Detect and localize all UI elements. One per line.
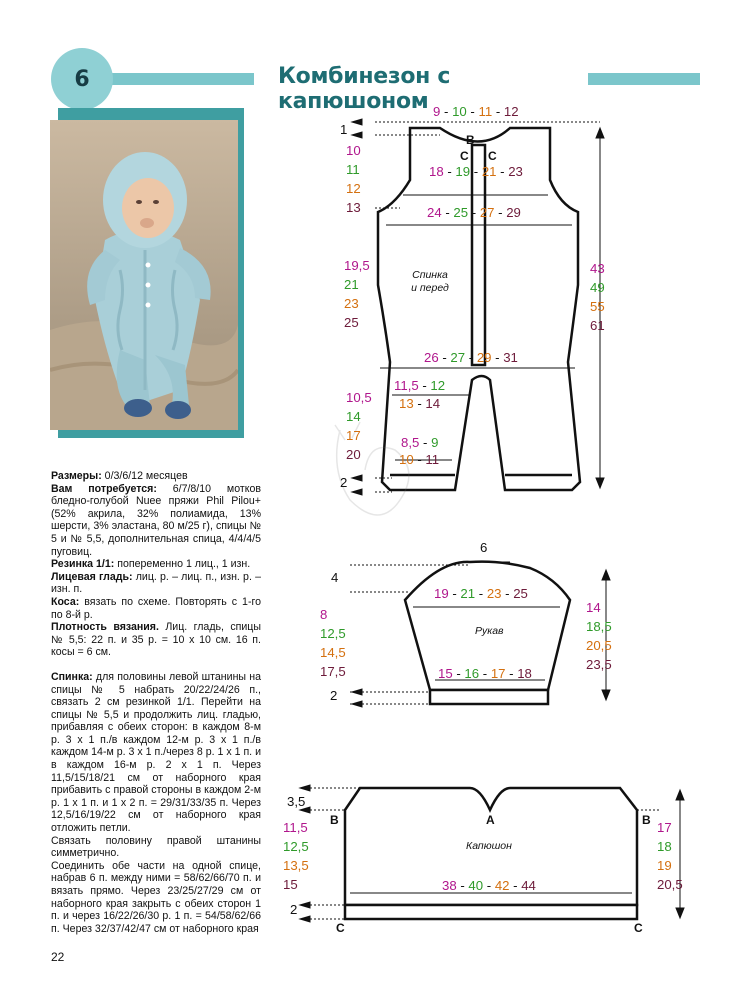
body-side-height: 19,5 21 23 25 [344,258,370,330]
gauge-paragraph: Плотность вязания. Лиц. гладь, спицы № 5,5: 22 п. и 35 р. = 10 х 10 см. 16 п. косы = 6 см. [51,621,261,659]
hood-band [345,905,637,919]
hood-rib-height: 2 [290,902,298,917]
sleeve-label: Рукав [475,625,504,637]
cable-paragraph: Коса: вязать по схеме. Повторять с 1-го по 8-й р. [51,595,261,621]
body-armhole-depth: 10 11 12 13 [346,143,361,215]
hood-point-a: A [486,813,495,827]
back-paragraph-3: Соединить обе части на одной спице, набрав 6 п. между ними = 58/62/66/70 п. и вязать прямо. Через 23/25/27/29 см от наборного края закрыть с обеих сторон 1 п. и через 16/22/26/30 р. 1 п. = 54/58/62/66 п. Через 32/37/42/47 см от наборного края [51,859,261,935]
hood-left-height: 11,5 12,5 13,5 15 [283,820,309,892]
body-neck-depth: 1 [340,122,348,137]
body-armhole-width: 24 - 25 - 27 - 29 [427,205,521,220]
hood-point-c-right: C [634,921,643,935]
materials-paragraph: Вам потребуется: 6/7/8/10 мотков бледно-голубой Nuee пряжи Phil Pilou+ (52% акрила, 32% полиамида, 13% шерсти, 3% эластана, 80 м/25 г), спицы № 5 и № 5,5, дополнительная спица, 4/4/4/5 пуговиц. [51,482,261,558]
page-number: 22 [51,950,65,964]
back-paragraph-2: Связать половину правой штанины симметрично. [51,834,261,860]
hood-width: 38 - 40 - 42 - 44 [442,878,536,893]
hood-point-c-left: C [336,921,345,935]
body-rib-height: 2 [340,475,348,490]
sleeve-cuff [430,690,548,704]
body-thigh-width: 11,5 - 12 [394,378,446,393]
hood-label: Капюшон [466,840,512,852]
body-chest-width: 18 - 19 - 21 - 23 [429,164,523,179]
hood-right-height: 17 18 19 20,5 [657,820,683,892]
stockinette-paragraph: Лицевая гладь: лиц. р. – лиц. п., изн. р. – изн. п. [51,570,261,596]
body-top-width: 9 - 10 - 11 - 12 [433,104,519,119]
body-point-c-right: C [488,149,497,163]
hood-top-depth: 3,5 [287,794,306,809]
sizes-paragraph: Размеры: 0/3/6/12 месяцев [51,470,188,482]
sleeve-upper-width: 19 - 21 - 23 - 25 [434,586,528,601]
body-leg-height: 10,5 14 17 20 [346,390,372,462]
page-title: Комбинезон с капюшоном [278,64,451,114]
sleeve-cap-width: 6 [480,540,488,555]
body-ankle-width-2: 10 - 11 [399,452,440,467]
sleeve-rib-height: 2 [330,688,338,703]
rib-paragraph: Резинка 1/1: попеременно 1 лиц., 1 изн. [51,558,251,571]
pattern-number: 6 [74,66,90,92]
sleeve-cuff-width: 15 - 16 - 17 - 18 [438,666,532,681]
body-hip-width: 26 - 27 - 29 - 31 [424,350,518,365]
sleeve-total-height: 14 18,5 20,5 23,5 [586,600,612,672]
sleeve-cap-height: 4 [331,570,339,585]
body-total-height: 43 49 55 61 [590,261,605,333]
body-thigh-width-2: 13 - 14 [399,396,441,411]
body-point-c-left: C [460,149,469,163]
body-ankle-width: 8,5 - 9 [401,435,439,450]
body-label: Спинка и перед [411,269,449,294]
sleeve-side-height: 8 12,5 14,5 17,5 [320,607,346,679]
hood-point-b-right: B [642,813,651,827]
back-paragraph: Спинка: для половины левой штанины на спицы № 5 набрать 20/22/24/26 п., связать 2 см резинкой 1/1. Перейти на спицы № 5,5 и продолжить лиц. гладью, прибавляя с обеих сторон: в каждом 8-м р. 3 х 1 п./в каждом 12-м р. 3 х 1 п./в каждом 14-м р. 3 х 1 п./через 8 р. 1 х 1 п. и в каждом 16-м р. 2 х 1 п. Через 11,5/15/18/21 см от наборного края прибавить с правой стороны в каждом 2-м р. 1 х 1 п. и 1 х 2 п. = 29/31/33/35 п. Через 12,5/16/19/22 см от наборного края отложить петли. [51,670,261,835]
hood-point-b-left: B [330,813,339,827]
body-point-b: B [466,133,475,147]
